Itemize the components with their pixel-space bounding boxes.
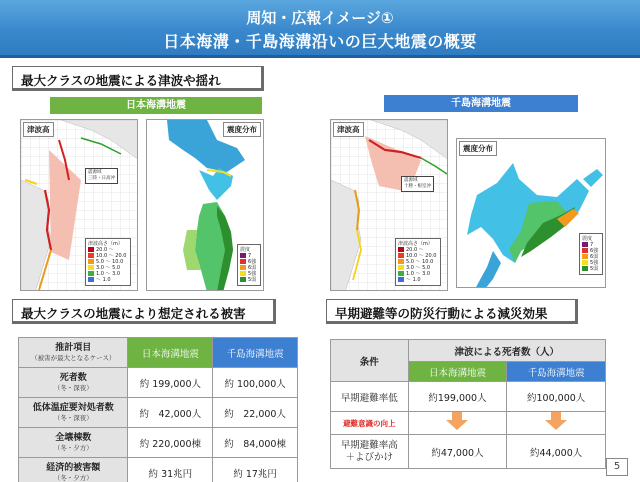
page-title-line2: 日本海溝・千島海溝沿いの巨大地震の概要 [163, 32, 477, 51]
improve-label: 避難意識の向上 [331, 412, 409, 435]
japan-trench-bar: 日本海溝地震 [50, 97, 262, 114]
seismic-distribution-label: 震度分布 [223, 122, 261, 137]
effect-head-condition: 条件 [331, 340, 409, 382]
damage-row-collapsed: 全壊棟数 （冬・夕方） 約 220,000棟 約 84,000棟 [19, 428, 298, 458]
section-title-maps: 最大クラスの地震による津波や揺れ [12, 66, 264, 91]
page-title-line1: 周知・広報イメージ① [246, 9, 394, 27]
japan-trench-tsunami-map [20, 119, 138, 291]
chishima-trench-seismic-map [456, 138, 606, 288]
effect-row-high: 早期避難率高 ＋よびかけ 約47,000人 約44,000人 [331, 435, 606, 469]
effect-row-improve [331, 412, 606, 435]
intensity-legend: 震度 7 6強 6弱 5強 5弱 [237, 244, 261, 286]
tsunami-legend: 津波高さ（m） 20.0 ～ 10.0 ～ 20.0 5.0 ～ 10.0 3.0 ～ 5.0 1.0 ～ 3.0 ～ 1.0 [85, 238, 131, 286]
japan-trench-seismic-map [146, 119, 264, 291]
damage-row-economic: 経済的被害額 （冬・夕方） 約 31兆円 約 17兆円 [19, 458, 298, 482]
page-number: 5 [606, 458, 628, 476]
effect-row-low: 早期避難率低 約199,000人 約100,000人 [331, 382, 606, 412]
section-title-effect: 早期避難等の防災行動による減災効果 [326, 299, 578, 324]
tsunami-legend-2: 津波高さ（m） 20.0 ～ 10.0 ～ 20.0 5.0 ～ 10.0 3.0 ～ 5.0 1.0 ～ 3.0 ～ 1.0 [395, 238, 441, 286]
tsunami-height-label: 津波高 [23, 122, 54, 137]
effect-head-chishima: 千島海溝地震 [507, 362, 606, 382]
tsunami-height-label-2: 津波高 [333, 122, 364, 137]
damage-table [18, 337, 298, 482]
seismic-distribution-label-2: 震度分布 [459, 141, 497, 156]
effect-table [330, 339, 606, 469]
effect-head-deaths: 津波による死者数（人） [408, 340, 605, 362]
arrow-down-icon [507, 412, 606, 435]
section-title-damage: 最大クラスの地震により想定される被害 [12, 299, 276, 324]
source-area-note-2: 震源域 十勝・根室沖 [401, 176, 434, 192]
intensity-legend-2: 震度 7 6強 6弱 5強 5弱 [579, 233, 603, 275]
chishima-trench-tsunami-map [330, 119, 448, 291]
damage-head-japan: 日本海溝地震 [128, 338, 213, 368]
source-area-note: 震源域 三陸・日高沖 [85, 168, 118, 184]
chishima-trench-bar: 千島海溝地震 [384, 95, 578, 112]
damage-row-deaths: 死者数 （冬・深夜） 約 199,000人 約 100,000人 [19, 368, 298, 398]
damage-head-item: 推計項目 （被害が最大となるケース） [19, 338, 128, 368]
effect-head-japan: 日本海溝地震 [408, 362, 507, 382]
damage-row-hypothermia: 低体温症要対処者数 （冬・深夜） 約 42,000人 約 22,000人 [19, 398, 298, 428]
damage-head-chishima: 千島海溝地震 [213, 338, 298, 368]
arrow-down-icon [408, 412, 507, 435]
title-banner [0, 0, 640, 58]
